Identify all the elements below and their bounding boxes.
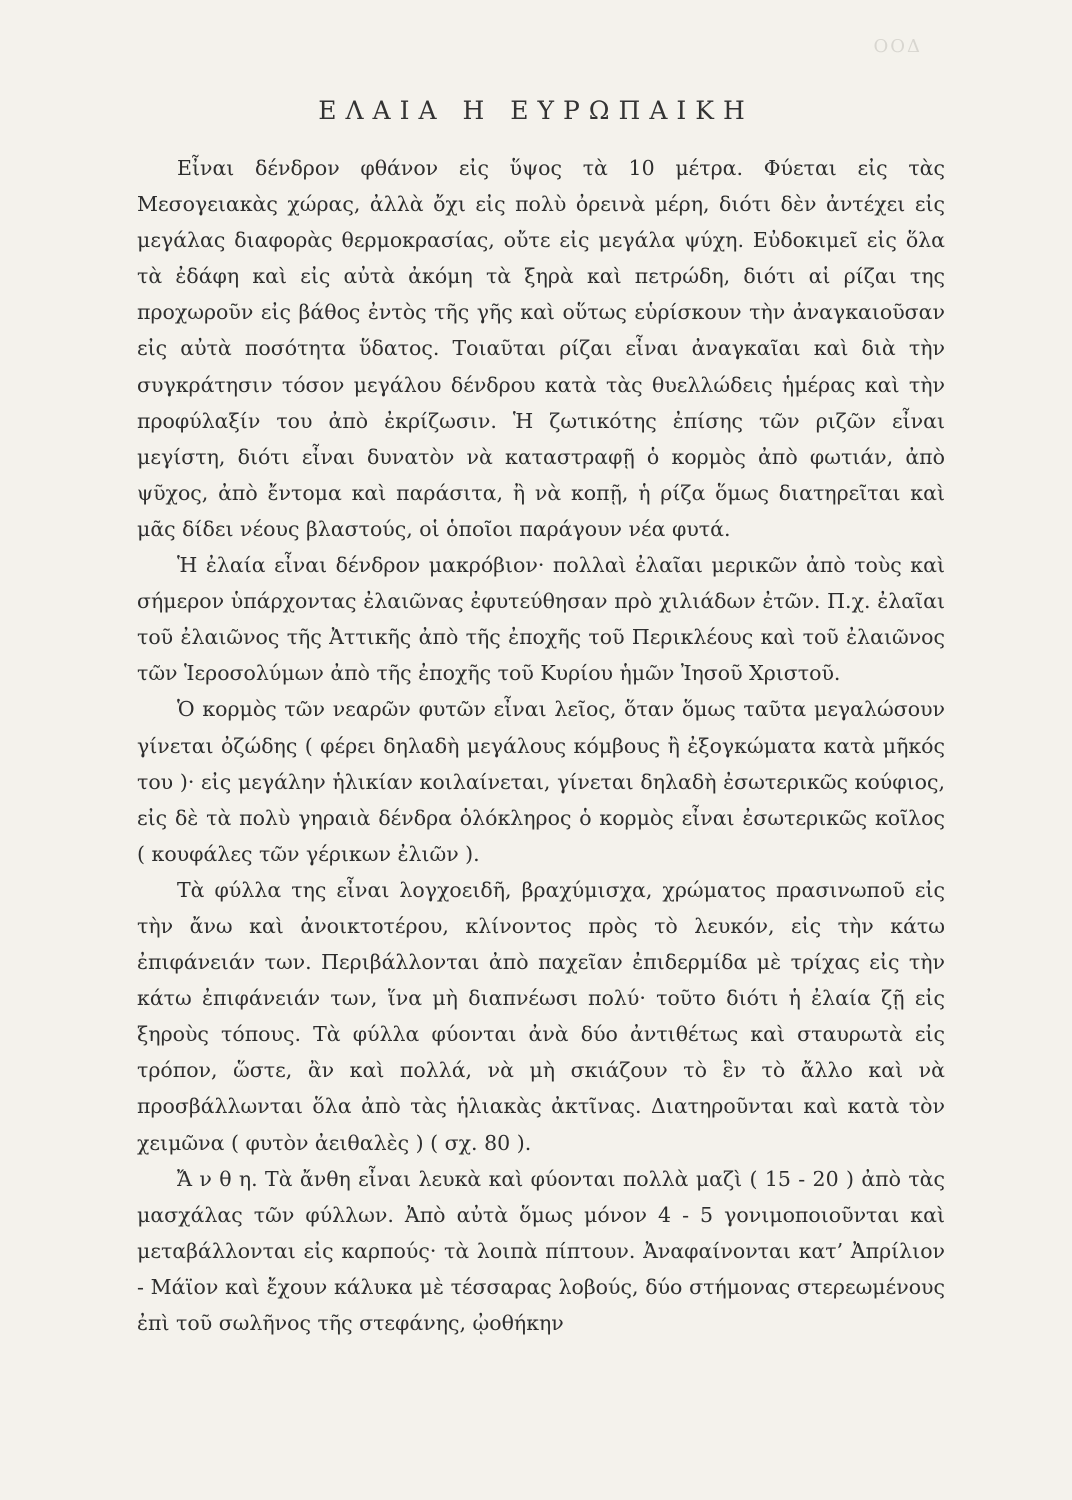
paragraph-4: Τὰ φύλλα της εἶναι λογχοειδῆ, βραχύμισχα, χρώματος πρασινωποῦ εἰς τὴν ἄνω καὶ ἀνοικτοτέρου, κλίνοντος πρὸς τὸ λευκόν, εἰς τὴν κάτω ἐπιφάνειάν των. Περιβάλλονται ἀπὸ παχεῖαν ἐπιδερμίδα μὲ τρίχας εἰς τὴν κάτω ἐπιφάνειάν των, ἵνα μὴ διαπνέωσι πολύ· τοῦτο διότι ἡ ἐλαία ζῇ εἰς ξηροὺς τόπους. Τὰ φύλλα φύονται ἀνὰ δύο ἀντιθέτως καὶ σταυρωτὰ εἰς τρόπον, ὥστε, ἂν καὶ πολλά, νὰ μὴ σκιάζουν τὸ ἓν τὸ ἄλλο καὶ νὰ προσβάλλωνται ὅλα ἀπὸ τὰς ἡλιακὰς ἀκτῖνας. Διατηροῦνται καὶ κατὰ τὸν χειμῶνα ( φυτὸν ἀειθαλὲς ) ( σχ. 80 ). xyxy=(137,877,945,1155)
paragraph-1: Εἶναι δένδρον φθάνον εἰς ὕψος τὰ 10 μέτρα. Φύεται εἰς τὰς Μεσογειακὰς χώρας, ἀλλὰ ὄχι εἰς πολὺ ὀρεινὰ μέρη, διότι δὲν ἀντέχει εἰς μεγάλας διαφορὰς θερμοκρασίας, οὔτε εἰς μεγάλα ψύχη. Εὐδοκιμεῖ εἰς ὅλα τὰ ἐδάφη καὶ εἰς αὐτὰ ἀκόμη τὰ ξηρὰ καὶ πετρώδη, διότι αἱ ρίζαι της προχωροῦν εἰς βάθος ἐντὸς τῆς γῆς καὶ οὕτως εὑρίσκουν τὴν ἀναγκαιοῦσαν εἰς αὐτὰ ποσότητα ὕδατος. Τοιαῦται ρίζαι εἶναι ἀναγκαῖαι καὶ διὰ τὴν συγκράτησιν τόσον μεγάλου δένδρου κατὰ τὰς θυελλώδεις ἡμέρας καὶ τὴν προφύλαξίν του ἀπὸ ἐκρίζωσιν. Ἡ ζωτικότης ἐπίσης τῶν ριζῶν εἶναι μεγίστη, διότι εἶναι δυνατὸν νὰ καταστραφῇ ὁ κορμὸς ἀπὸ φωτιάν, ἀπὸ ψῦχος, ἀπὸ ἔντομα καὶ παράσιτα, ἢ νὰ κοπῇ, ἡ ρίζα ὅμως διατηρεῖται καὶ μᾶς δίδει νέους βλαστούς, οἱ ὁποῖοι παράγουν νέα φυτά. xyxy=(137,156,945,541)
paragraph-2: Ἡ ἐλαία εἶναι δένδρον μακρόβιον· πολλαὶ ἐλαῖαι μερικῶν ἀπὸ τοὺς καὶ σήμερον ὑπάρχοντας ἐλαιῶνας ἐφυτεύθησαν πρὸ χιλιάδων ἐτῶν. Π.χ. ἐλαῖαι τοῦ ἐλαιῶνος τῆς Ἀττικῆς ἀπὸ τῆς ἐποχῆς τοῦ Περικλέους καὶ τοῦ ἐλαιῶνος τῶν Ἱεροσολύμων ἀπὸ τῆς ἐποχῆς τοῦ Κυρίου ἡμῶν Ἰησοῦ Χριστοῦ. xyxy=(137,553,945,686)
page-title: ΕΛΑΙΑ Η ΕΥΡΩΠΑΙΚΗ xyxy=(318,96,754,125)
bleed-through-marks: ΟΟΔ xyxy=(873,36,922,57)
body-text xyxy=(137,150,945,1341)
paragraph-3: Ὁ κορμὸς τῶν νεαρῶν φυτῶν εἶναι λεῖος, ὅταν ὅμως ταῦτα μεγαλώσουν γίνεται ὀζώδης ( φέρει δηλαδὴ μεγάλους κόμβους ἢ ἐξογκώματα κατὰ μῆκός του )· εἰς μεγάλην ἡλικίαν κοιλαίνεται, γίνεται δηλαδὴ ἐσωτερικῶς κούφιος, εἰς δὲ τὰ πολὺ γηραιὰ δένδρα ὁλόκληρος ὁ κορμὸς εἶναι ἐσωτερικῶς κοῖλος ( κουφάλες τῶν γέρικων ἐλιῶν ). xyxy=(137,697,945,866)
paragraph-5: Ἄ ν θ η. Τὰ ἄνθη εἶναι λευκὰ καὶ φύονται πολλὰ μαζὶ ( 15 - 20 ) ἀπὸ τὰς μασχάλας τῶν φύλλων. Ἀπὸ αὐτὰ ὅμως μόνον 4 - 5 γονιμοποιοῦνται καὶ μεταβάλλονται εἰς καρπούς· τὰ λοιπὰ πίπτουν. Ἀναφαίνονται κατ’ Ἀπρίλιον - Μάϊον καὶ ἔχουν κάλυκα μὲ τέσσαρας λοβούς, δύο στήμονας στερεωμένους ἐπὶ τοῦ σωλῆνος τῆς στεφάνης, ᾠοθήκην xyxy=(137,1166,945,1335)
